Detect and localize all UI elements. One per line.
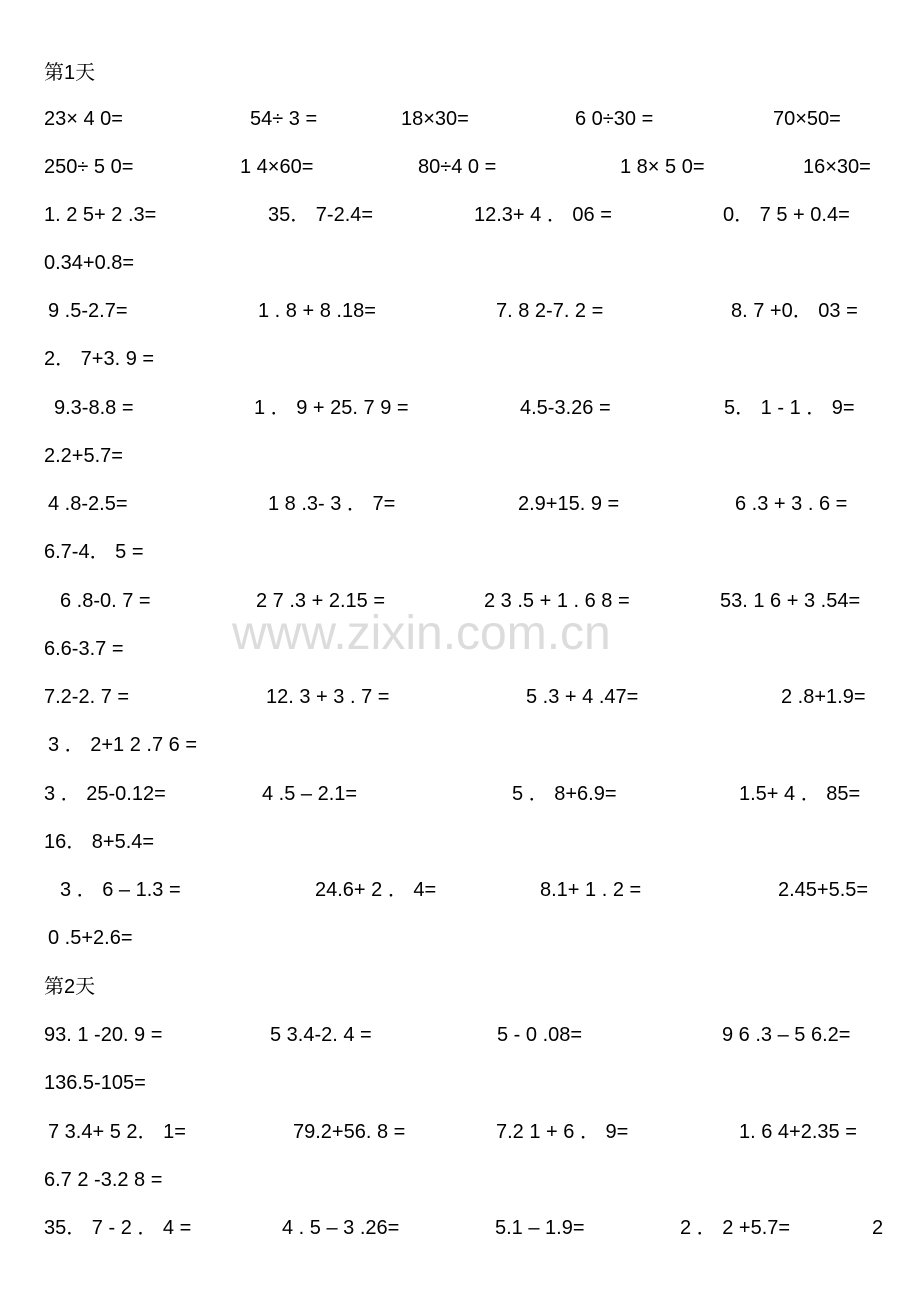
problem-row [0, 199, 920, 231]
problem-row [0, 295, 920, 327]
problem: 7 3.4+ 5 2． 1= [48, 1121, 186, 1143]
problem: 7. 8 2-7. 2 = [496, 300, 604, 322]
problem: 5 - 0 .08= [497, 1024, 583, 1046]
problem: 3 ． 25-0.12= [44, 783, 166, 805]
problem-row [0, 1019, 920, 1051]
day1-heading: 第1天 [44, 62, 96, 84]
problem: 1 8 .3- 3 ． 7= [268, 493, 396, 515]
problem: 1 . 8 + 8 .18= [258, 300, 376, 322]
problem: 18×30= [401, 108, 469, 130]
problem: 2.2+5.7= [44, 445, 123, 467]
problem: 2． 7+3. 9 = [44, 348, 155, 370]
problem-row [0, 536, 920, 568]
problem: 5 .3 + 4 .47= [526, 686, 639, 708]
problem: 2 ． 2 +5.7= [680, 1217, 791, 1239]
problem: 9 .5-2.7= [48, 300, 128, 322]
problem: 80÷4 0 = [418, 156, 497, 178]
problem: 6.6-3.7 = [44, 638, 124, 660]
problem: 2 3 .5 + 1 . 6 8 = [484, 590, 630, 612]
problem: 5 ． 8+6.9= [512, 783, 617, 805]
problem: 4 .8-2.5= [48, 493, 128, 515]
problem-row [0, 1164, 920, 1196]
problem: 6.7 2 -3.2 8 = [44, 1169, 163, 1191]
problem-row [0, 826, 920, 858]
problem: 16×30= [803, 156, 871, 178]
day2-heading: 第2天 [44, 976, 96, 998]
problem: 3 ． 2+1 2 .7 6 = [48, 734, 197, 756]
problem: 2.45+5.5= [778, 879, 869, 901]
problem-row [0, 681, 920, 713]
problem: 0 .5+2.6= [48, 927, 133, 949]
problem: 16． 8+5.4= [44, 831, 155, 853]
problem-row [0, 247, 920, 279]
problem: 9 6 .3 – 5 6.2= [722, 1024, 851, 1046]
problem-row [0, 103, 920, 135]
problem: 12. 3 + 3 . 7 = [266, 686, 390, 708]
problem: 6 .8-0. 7 = [60, 590, 151, 612]
problem: 2 7 .3 + 2.15 = [256, 590, 385, 612]
problem: 53. 1 6 + 3 .54= [720, 590, 861, 612]
problem: 54÷ 3 = [250, 108, 318, 130]
problem-row [0, 874, 920, 906]
problem: 12.3+ 4 ． 06 = [474, 204, 612, 226]
problem: 4 . 5 – 3 .26= [282, 1217, 400, 1239]
problem-row [0, 778, 920, 810]
problem: 2 [872, 1217, 884, 1239]
problem: 5 3.4-2. 4 = [270, 1024, 372, 1046]
problem-row [0, 440, 920, 472]
problem: 4 .5 – 2.1= [262, 783, 358, 805]
problem: 35． 7-2.4= [268, 204, 374, 226]
problem: 5.1 – 1.9= [495, 1217, 585, 1239]
problem: 70×50= [773, 108, 841, 130]
problem: 35． 7 - 2 ． 4 = [44, 1217, 192, 1239]
problem: 6.7-4． 5 = [44, 541, 144, 563]
problem: 1 8× 5 0= [620, 156, 705, 178]
problem: 7.2 1 + 6 ． 9= [496, 1121, 629, 1143]
problem: 4.5-3.26 = [520, 397, 611, 419]
problem-row [0, 488, 920, 520]
problem: 1.5+ 4 ． 85= [739, 783, 861, 805]
problem-row [0, 343, 920, 375]
problem: 2 .8+1.9= [781, 686, 866, 708]
problem-row [0, 922, 920, 954]
problem-row [0, 1116, 920, 1148]
problem-row [0, 729, 920, 761]
problem-row [0, 1212, 920, 1244]
problem: 1. 2 5+ 2 .3= [44, 204, 157, 226]
problem: 6 .3 + 3 . 6 = [735, 493, 848, 515]
problem: 8.1+ 1 . 2 = [540, 879, 642, 901]
problem: 1 4×60= [240, 156, 314, 178]
day1-heading-line [0, 57, 920, 89]
day2-heading-line [0, 971, 920, 1003]
problem: 2.9+15. 9 = [518, 493, 620, 515]
problem: 9.3-8.8 = [54, 397, 134, 419]
problem: 0． 7 5 + 0.4= [723, 204, 850, 226]
problem: 136.5-105= [44, 1072, 146, 1094]
watermark: www.zixin.com.cn [232, 607, 611, 660]
problem-row [0, 151, 920, 183]
problem-row [0, 392, 920, 424]
problem: 23× 4 0= [44, 108, 123, 130]
problem: 8. 7 +0． 03 = [731, 300, 858, 322]
problem: 250÷ 5 0= [44, 156, 134, 178]
problem: 1 ． 9 + 25. 7 9 = [254, 397, 409, 419]
problem: 93. 1 -20. 9 = [44, 1024, 163, 1046]
problem: 0.34+0.8= [44, 252, 135, 274]
problem: 79.2+56. 8 = [293, 1121, 406, 1143]
problem: 1. 6 4+2.35 = [739, 1121, 857, 1143]
problem-row [0, 1067, 920, 1099]
problem: 7.2-2. 7 = [44, 686, 130, 708]
problem: 5． 1 - 1 ． 9= [724, 397, 855, 419]
problem: 24.6+ 2 ． 4= [315, 879, 437, 901]
problem: 6 0÷30 = [575, 108, 654, 130]
problem: 3 ． 6 – 1.3 = [60, 879, 181, 901]
